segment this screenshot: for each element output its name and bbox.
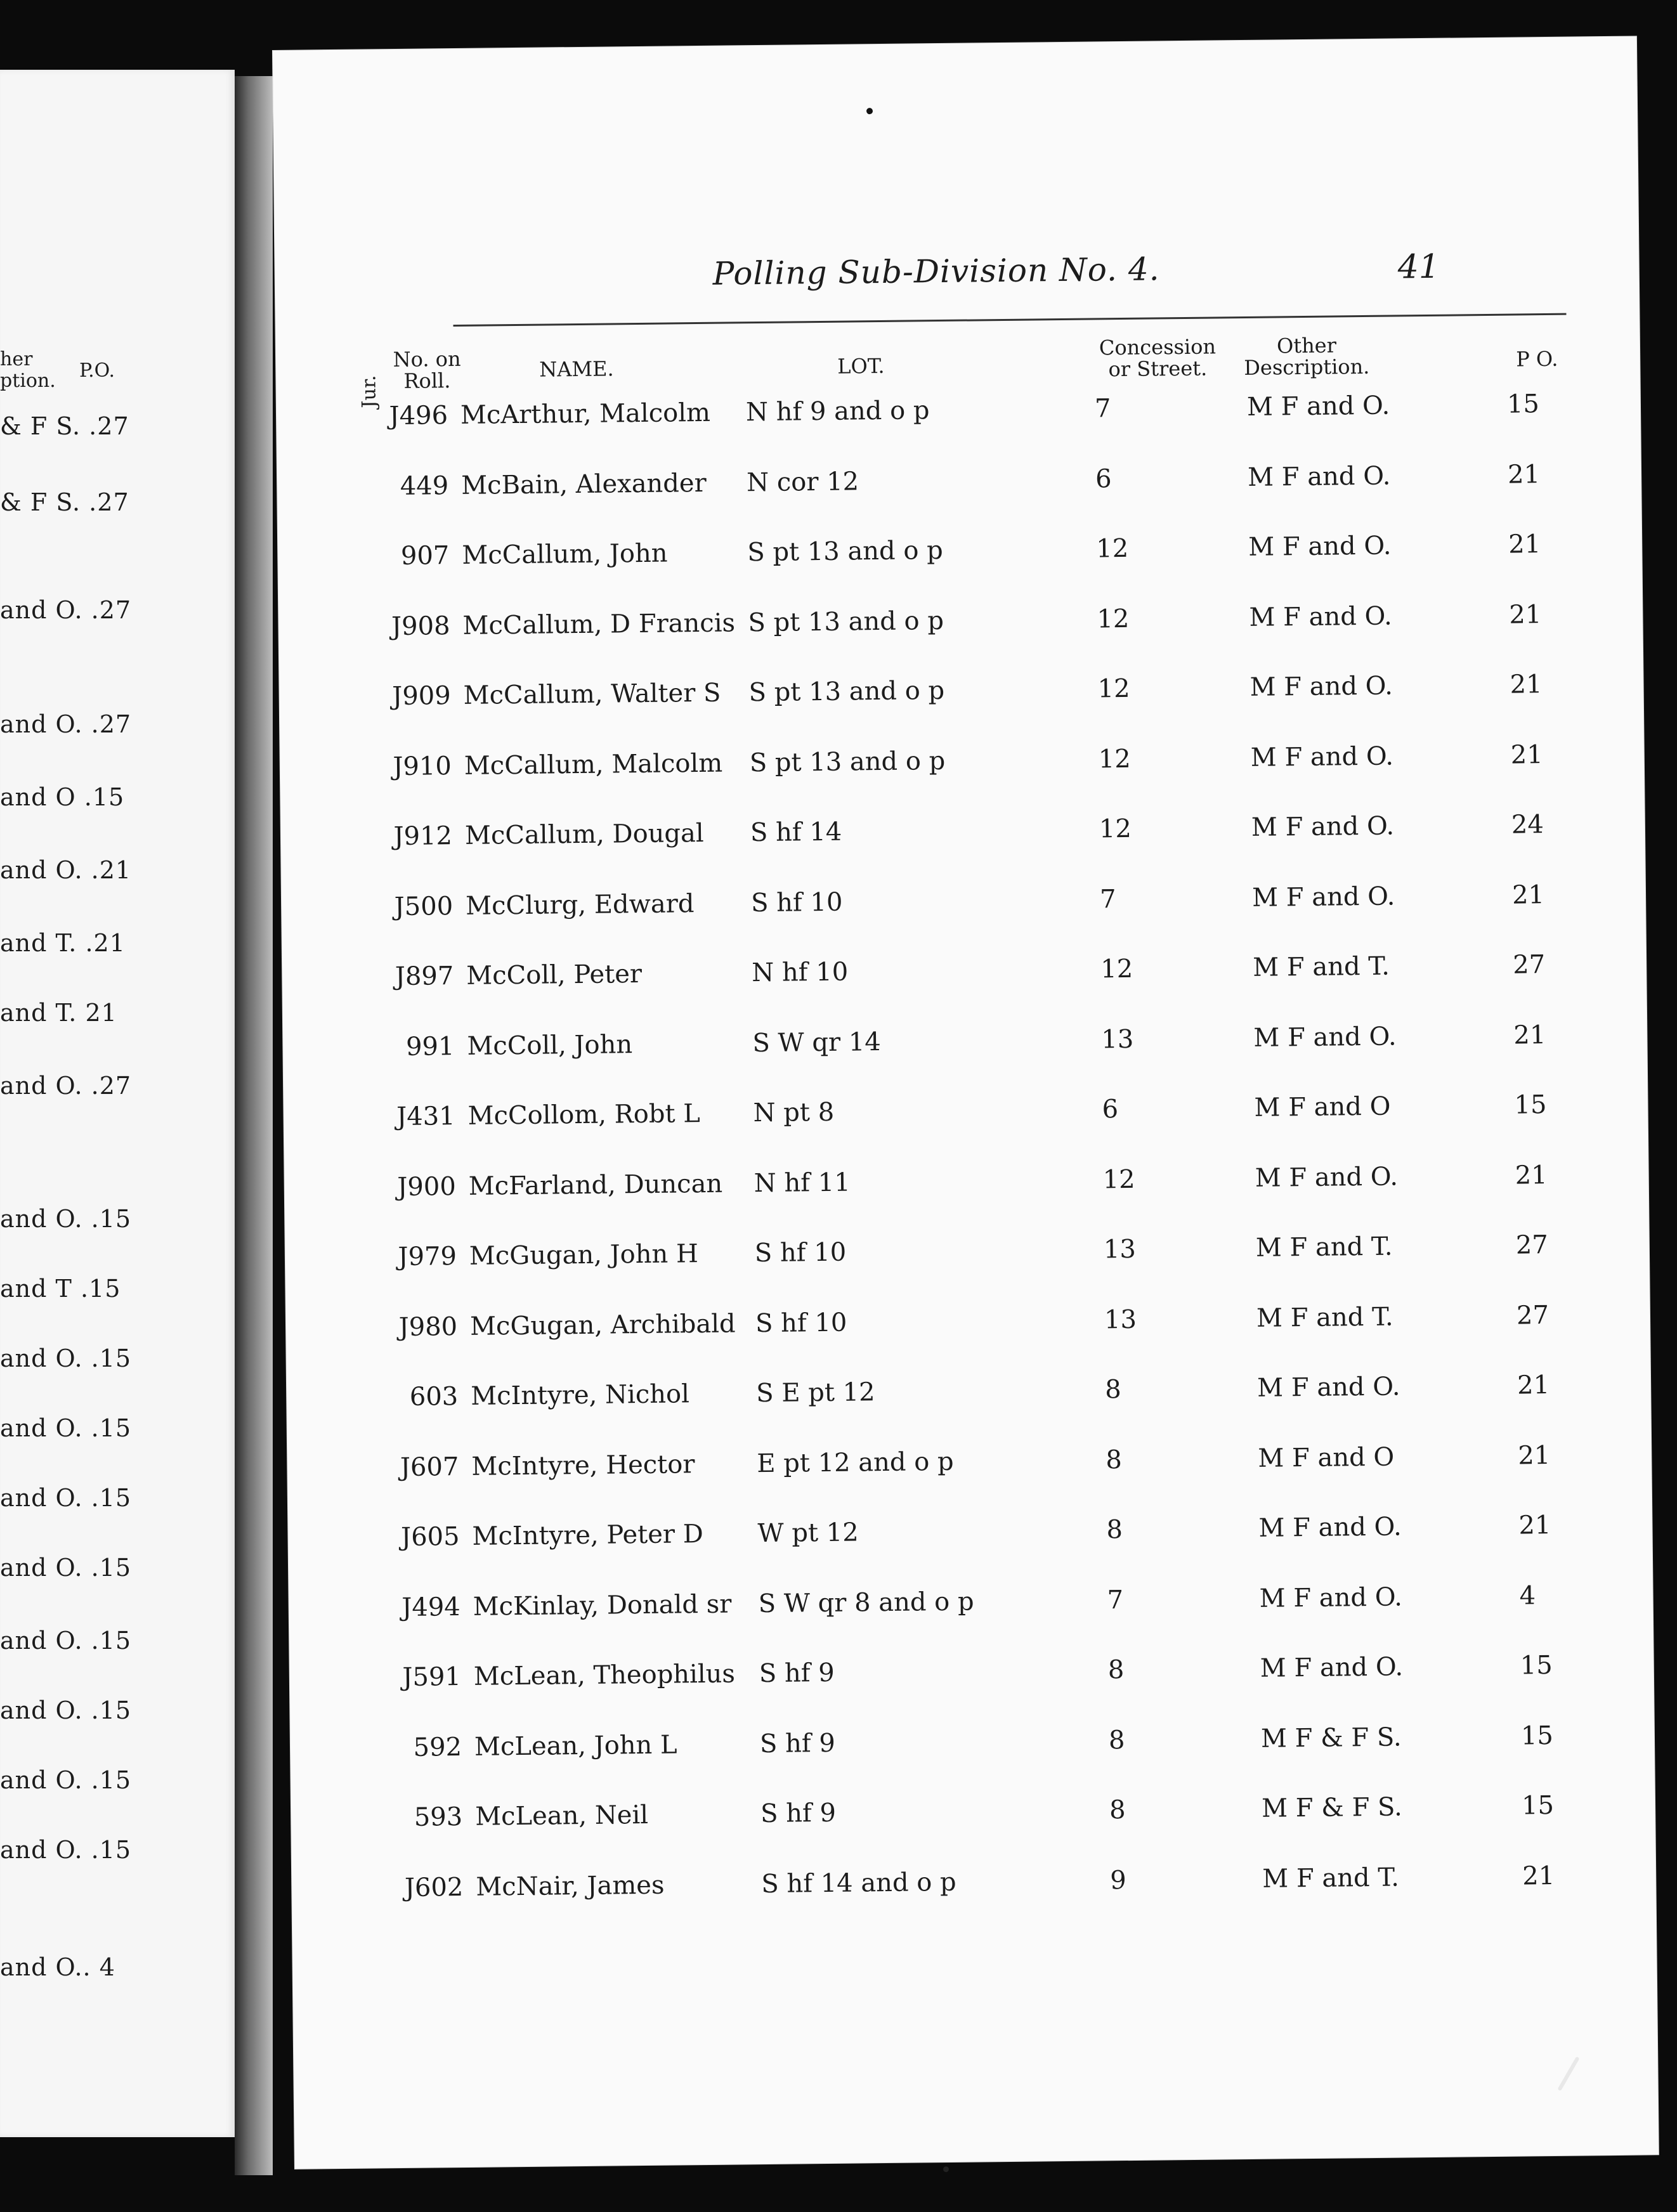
description-cell: M F and O. — [1251, 811, 1395, 842]
description-header-line2: Description. — [1244, 354, 1370, 380]
lot-cell: S pt 13 and o p — [747, 535, 944, 568]
running-head: Polling Sub-Division No. 4. — [712, 250, 1160, 292]
left-row: and T. .21 — [0, 929, 126, 957]
roll-number: J500 — [394, 891, 454, 921]
jur-header-label: Jur. — [358, 375, 381, 408]
voter-name: McGugan, Archibald — [469, 1308, 736, 1341]
voter-name: McCallum, John — [462, 538, 668, 570]
po-cell: 15 — [1514, 1090, 1547, 1120]
po-cell: 27 — [1515, 1230, 1548, 1260]
concession-cell: 8 — [1104, 1375, 1121, 1405]
left-row: and O. .15 — [0, 1836, 132, 1864]
lot-cell: S W qr 8 and o p — [758, 1587, 974, 1618]
description-cell: M F and O. — [1259, 1582, 1403, 1613]
po-cell: 21 — [1515, 1160, 1548, 1190]
page-number: 41 — [1397, 247, 1440, 287]
concession-cell: 7 — [1094, 394, 1111, 424]
concession-header — [1088, 335, 1228, 380]
left-row: and O .15 — [0, 783, 125, 811]
voter-name: McCallum, Malcolm — [464, 748, 723, 781]
po-cell: 21 — [1511, 880, 1545, 910]
concession-cell: 8 — [1109, 1795, 1126, 1825]
concession-cell: 13 — [1104, 1304, 1137, 1334]
description-cell: M F and T. — [1252, 951, 1390, 982]
concession-header-line2: or Street. — [1108, 356, 1208, 382]
roll-number: J494 — [401, 1592, 460, 1622]
roll-number: J607 — [400, 1452, 459, 1482]
concession-header-line1: Concession — [1099, 334, 1217, 360]
left-row: and O. .27 — [0, 710, 132, 738]
voter-name: McCallum, Dougal — [464, 818, 704, 850]
po-cell: 15 — [1506, 389, 1540, 419]
voter-name: McLean, John L — [474, 1729, 677, 1762]
concession-cell: 8 — [1106, 1445, 1123, 1474]
lot-header: LOT. — [837, 353, 885, 379]
concession-cell: 12 — [1097, 673, 1130, 704]
concession-cell: 12 — [1100, 954, 1133, 984]
left-row: and O. .15 — [0, 1484, 132, 1512]
description-cell: M F & F S. — [1260, 1722, 1402, 1753]
voter-name: McClurg, Edward — [465, 888, 695, 921]
name-header: NAME. — [539, 356, 614, 382]
left-row: and O. .15 — [0, 1205, 132, 1233]
voter-name: McIntyre, Hector — [471, 1449, 695, 1481]
po-cell: 15 — [1521, 1791, 1555, 1821]
print-mark-bottom — [943, 2166, 949, 2172]
po-cell: 21 — [1508, 530, 1541, 559]
description-cell: M F & F S. — [1261, 1792, 1402, 1823]
po-cell: 21 — [1509, 599, 1542, 630]
voter-name: McIntyre, Nichol — [470, 1379, 690, 1411]
left-row: and O. .15 — [0, 1696, 132, 1724]
po-cell: 21 — [1513, 1020, 1546, 1050]
table-row — [286, 1300, 1550, 1351]
description-cell: M F and O. — [1253, 1022, 1397, 1053]
lot-cell: N pt 8 — [753, 1097, 835, 1128]
table-row — [285, 1230, 1548, 1282]
description-cell: M F and O. — [1258, 1512, 1402, 1543]
roll-number: J910 — [393, 751, 452, 781]
table-row — [280, 739, 1543, 791]
roll-number: J897 — [395, 961, 454, 992]
right-page — [273, 36, 1659, 2168]
voter-name: McArthur, Malcolm — [460, 398, 711, 430]
voter-name: McLean, Theophilus — [473, 1659, 736, 1691]
roll-header-line2: Roll. — [403, 368, 451, 393]
left-page — [0, 70, 235, 2137]
lot-cell: N hf 10 — [752, 957, 849, 988]
left-row: and O. .15 — [0, 1414, 132, 1442]
roll-number: J980 — [398, 1311, 458, 1342]
description-cell: M F and O. — [1251, 882, 1395, 913]
left-row: & F S. .27 — [0, 412, 129, 440]
concession-cell: 7 — [1107, 1585, 1124, 1615]
po-cell: 21 — [1517, 1370, 1550, 1400]
po-cell: 15 — [1520, 1721, 1554, 1751]
roll-number: J602 — [404, 1872, 464, 1903]
concession-cell: 13 — [1103, 1234, 1137, 1265]
roll-number: 593 — [414, 1802, 463, 1832]
lot-cell: S pt 13 and o p — [749, 746, 946, 777]
header-rule — [454, 313, 1567, 327]
description-header — [1234, 334, 1380, 379]
roll-number: J908 — [391, 611, 450, 641]
roll-number: J909 — [392, 681, 451, 712]
description-cell: M F and T. — [1256, 1302, 1393, 1333]
left-row: & F S. .27 — [0, 488, 129, 516]
lot-cell: S hf 9 — [759, 1658, 835, 1689]
description-header-line1: Other — [1276, 333, 1337, 358]
roll-number: J591 — [402, 1662, 462, 1692]
lot-cell: S pt 13 and o p — [748, 606, 944, 637]
description-cell: M F and T. — [1262, 1863, 1400, 1894]
voter-name: McLean, Neil — [474, 1800, 649, 1831]
concession-cell: 8 — [1108, 1725, 1125, 1755]
concession-cell: 6 — [1102, 1095, 1119, 1124]
concession-cell: 12 — [1097, 604, 1130, 634]
table-row — [283, 1020, 1546, 1071]
roll-number: J900 — [397, 1171, 457, 1202]
concession-cell: 12 — [1098, 744, 1131, 774]
left-row: and O. .21 — [0, 856, 132, 884]
voter-name: McColl, Peter — [466, 959, 643, 991]
lot-cell: S E pt 12 — [755, 1377, 875, 1409]
lot-cell: N hf 9 and o p — [745, 396, 930, 427]
concession-cell: 7 — [1099, 884, 1116, 914]
concession-cell: 12 — [1099, 814, 1132, 844]
left-row: and O. .15 — [0, 1344, 132, 1372]
description-cell: M F and O. — [1250, 741, 1394, 772]
description-cell: M F and O. — [1256, 1372, 1400, 1403]
left-po-header: P.O. — [79, 360, 115, 382]
left-row: and O. .27 — [0, 596, 132, 624]
po-header: P O. — [1516, 346, 1558, 372]
lot-cell: W pt 12 — [757, 1518, 859, 1549]
lot-cell: S hf 14 — [750, 817, 842, 848]
description-cell: M F and O. — [1247, 461, 1391, 492]
voter-name: McGugan, John H — [469, 1239, 699, 1271]
left-row: and O. .15 — [0, 1627, 132, 1655]
description-cell: M F and O. — [1246, 391, 1390, 422]
lot-cell: S W qr 14 — [752, 1027, 881, 1058]
voter-name: McKinlay, Donald sr — [473, 1589, 732, 1622]
lot-cell: S hf 9 — [759, 1728, 836, 1759]
concession-cell: 8 — [1107, 1655, 1125, 1685]
lot-cell: S hf 10 — [750, 887, 843, 918]
concession-cell: 12 — [1096, 533, 1129, 564]
description-cell: M F and T. — [1255, 1232, 1393, 1263]
roll-number: 449 — [400, 471, 449, 501]
table-row — [290, 1721, 1554, 1772]
table-row — [278, 599, 1542, 651]
concession-cell: 12 — [1102, 1164, 1135, 1194]
book-gutter — [235, 76, 273, 2175]
description-cell: M F and O. — [1248, 531, 1392, 562]
po-cell: 21 — [1522, 1861, 1555, 1891]
table-row — [291, 1791, 1555, 1842]
print-mark — [866, 108, 873, 114]
voter-name: McBain, Alexander — [460, 468, 707, 500]
concession-cell: 9 — [1110, 1865, 1126, 1895]
description-cell: M F and O. — [1255, 1162, 1399, 1193]
concession-cell: 13 — [1101, 1024, 1134, 1054]
table-row — [279, 670, 1543, 721]
voter-name: McFarland, Duncan — [468, 1169, 723, 1201]
po-cell: 21 — [1510, 670, 1543, 699]
voter-name: McIntyre, Peter D — [472, 1519, 704, 1551]
voter-name: McCollom, Robt L — [467, 1099, 701, 1131]
left-desc-header — [0, 349, 56, 392]
roll-number: 603 — [409, 1382, 459, 1412]
lot-cell: E pt 12 and o p — [757, 1447, 954, 1478]
left-desc-header-line2: ption. — [0, 370, 56, 392]
description-cell: M F and O. — [1260, 1652, 1404, 1683]
po-cell: 24 — [1511, 810, 1544, 840]
concession-cell: 8 — [1106, 1515, 1123, 1545]
roll-number: J605 — [400, 1522, 460, 1552]
description-cell: M F and O. — [1249, 601, 1392, 632]
lot-cell: S hf 10 — [755, 1308, 847, 1338]
left-row: and O. .27 — [0, 1072, 132, 1100]
lot-cell: N cor 12 — [746, 466, 859, 497]
roll-header-line1: No. on — [393, 346, 461, 372]
left-row: and O. .15 — [0, 1554, 132, 1582]
table-row — [287, 1440, 1551, 1492]
left-desc-header-line1: her — [0, 348, 33, 370]
roll-number: 907 — [400, 541, 450, 571]
po-cell: 27 — [1516, 1300, 1550, 1330]
lot-cell: S hf 9 — [760, 1798, 837, 1829]
po-cell: 15 — [1520, 1651, 1553, 1681]
table-row — [282, 950, 1546, 1001]
roll-number: 991 — [405, 1031, 455, 1062]
po-cell: 27 — [1512, 950, 1546, 980]
table-row — [277, 459, 1541, 511]
po-cell: 21 — [1510, 739, 1543, 770]
description-cell: M F and O. — [1250, 671, 1393, 702]
lot-cell: S pt 13 and o p — [748, 675, 945, 708]
roll-header — [389, 348, 466, 392]
voter-name: McCallum, Walter S — [463, 678, 721, 710]
po-cell: 4 — [1519, 1580, 1536, 1611]
voter-name: McColl, John — [467, 1029, 633, 1061]
po-cell: 21 — [1518, 1440, 1551, 1471]
roll-number: J496 — [389, 401, 448, 431]
roll-number: 592 — [413, 1732, 462, 1762]
lot-cell: N hf 11 — [754, 1168, 851, 1198]
left-row: and O.. 4 — [0, 1953, 115, 1981]
left-row: and T .15 — [0, 1275, 121, 1303]
voter-name: McCallum, D Francis — [462, 608, 736, 641]
lot-cell: S hf 10 — [754, 1237, 847, 1268]
lot-cell: S hf 14 and o p — [761, 1867, 956, 1899]
concession-cell: 6 — [1095, 464, 1112, 493]
description-cell: M F and O — [1258, 1442, 1395, 1473]
left-row: and T. 21 — [0, 999, 117, 1027]
table-row — [288, 1511, 1551, 1562]
roll-number: J979 — [398, 1242, 457, 1272]
po-cell: 21 — [1518, 1511, 1551, 1540]
voter-name: McNair, James — [476, 1870, 665, 1902]
description-cell: M F and O — [1254, 1091, 1391, 1122]
table-row — [281, 810, 1544, 861]
roll-number: J431 — [396, 1102, 455, 1132]
po-cell: 21 — [1507, 459, 1541, 490]
left-row: and O. .15 — [0, 1766, 132, 1794]
roll-number: J912 — [393, 821, 453, 852]
